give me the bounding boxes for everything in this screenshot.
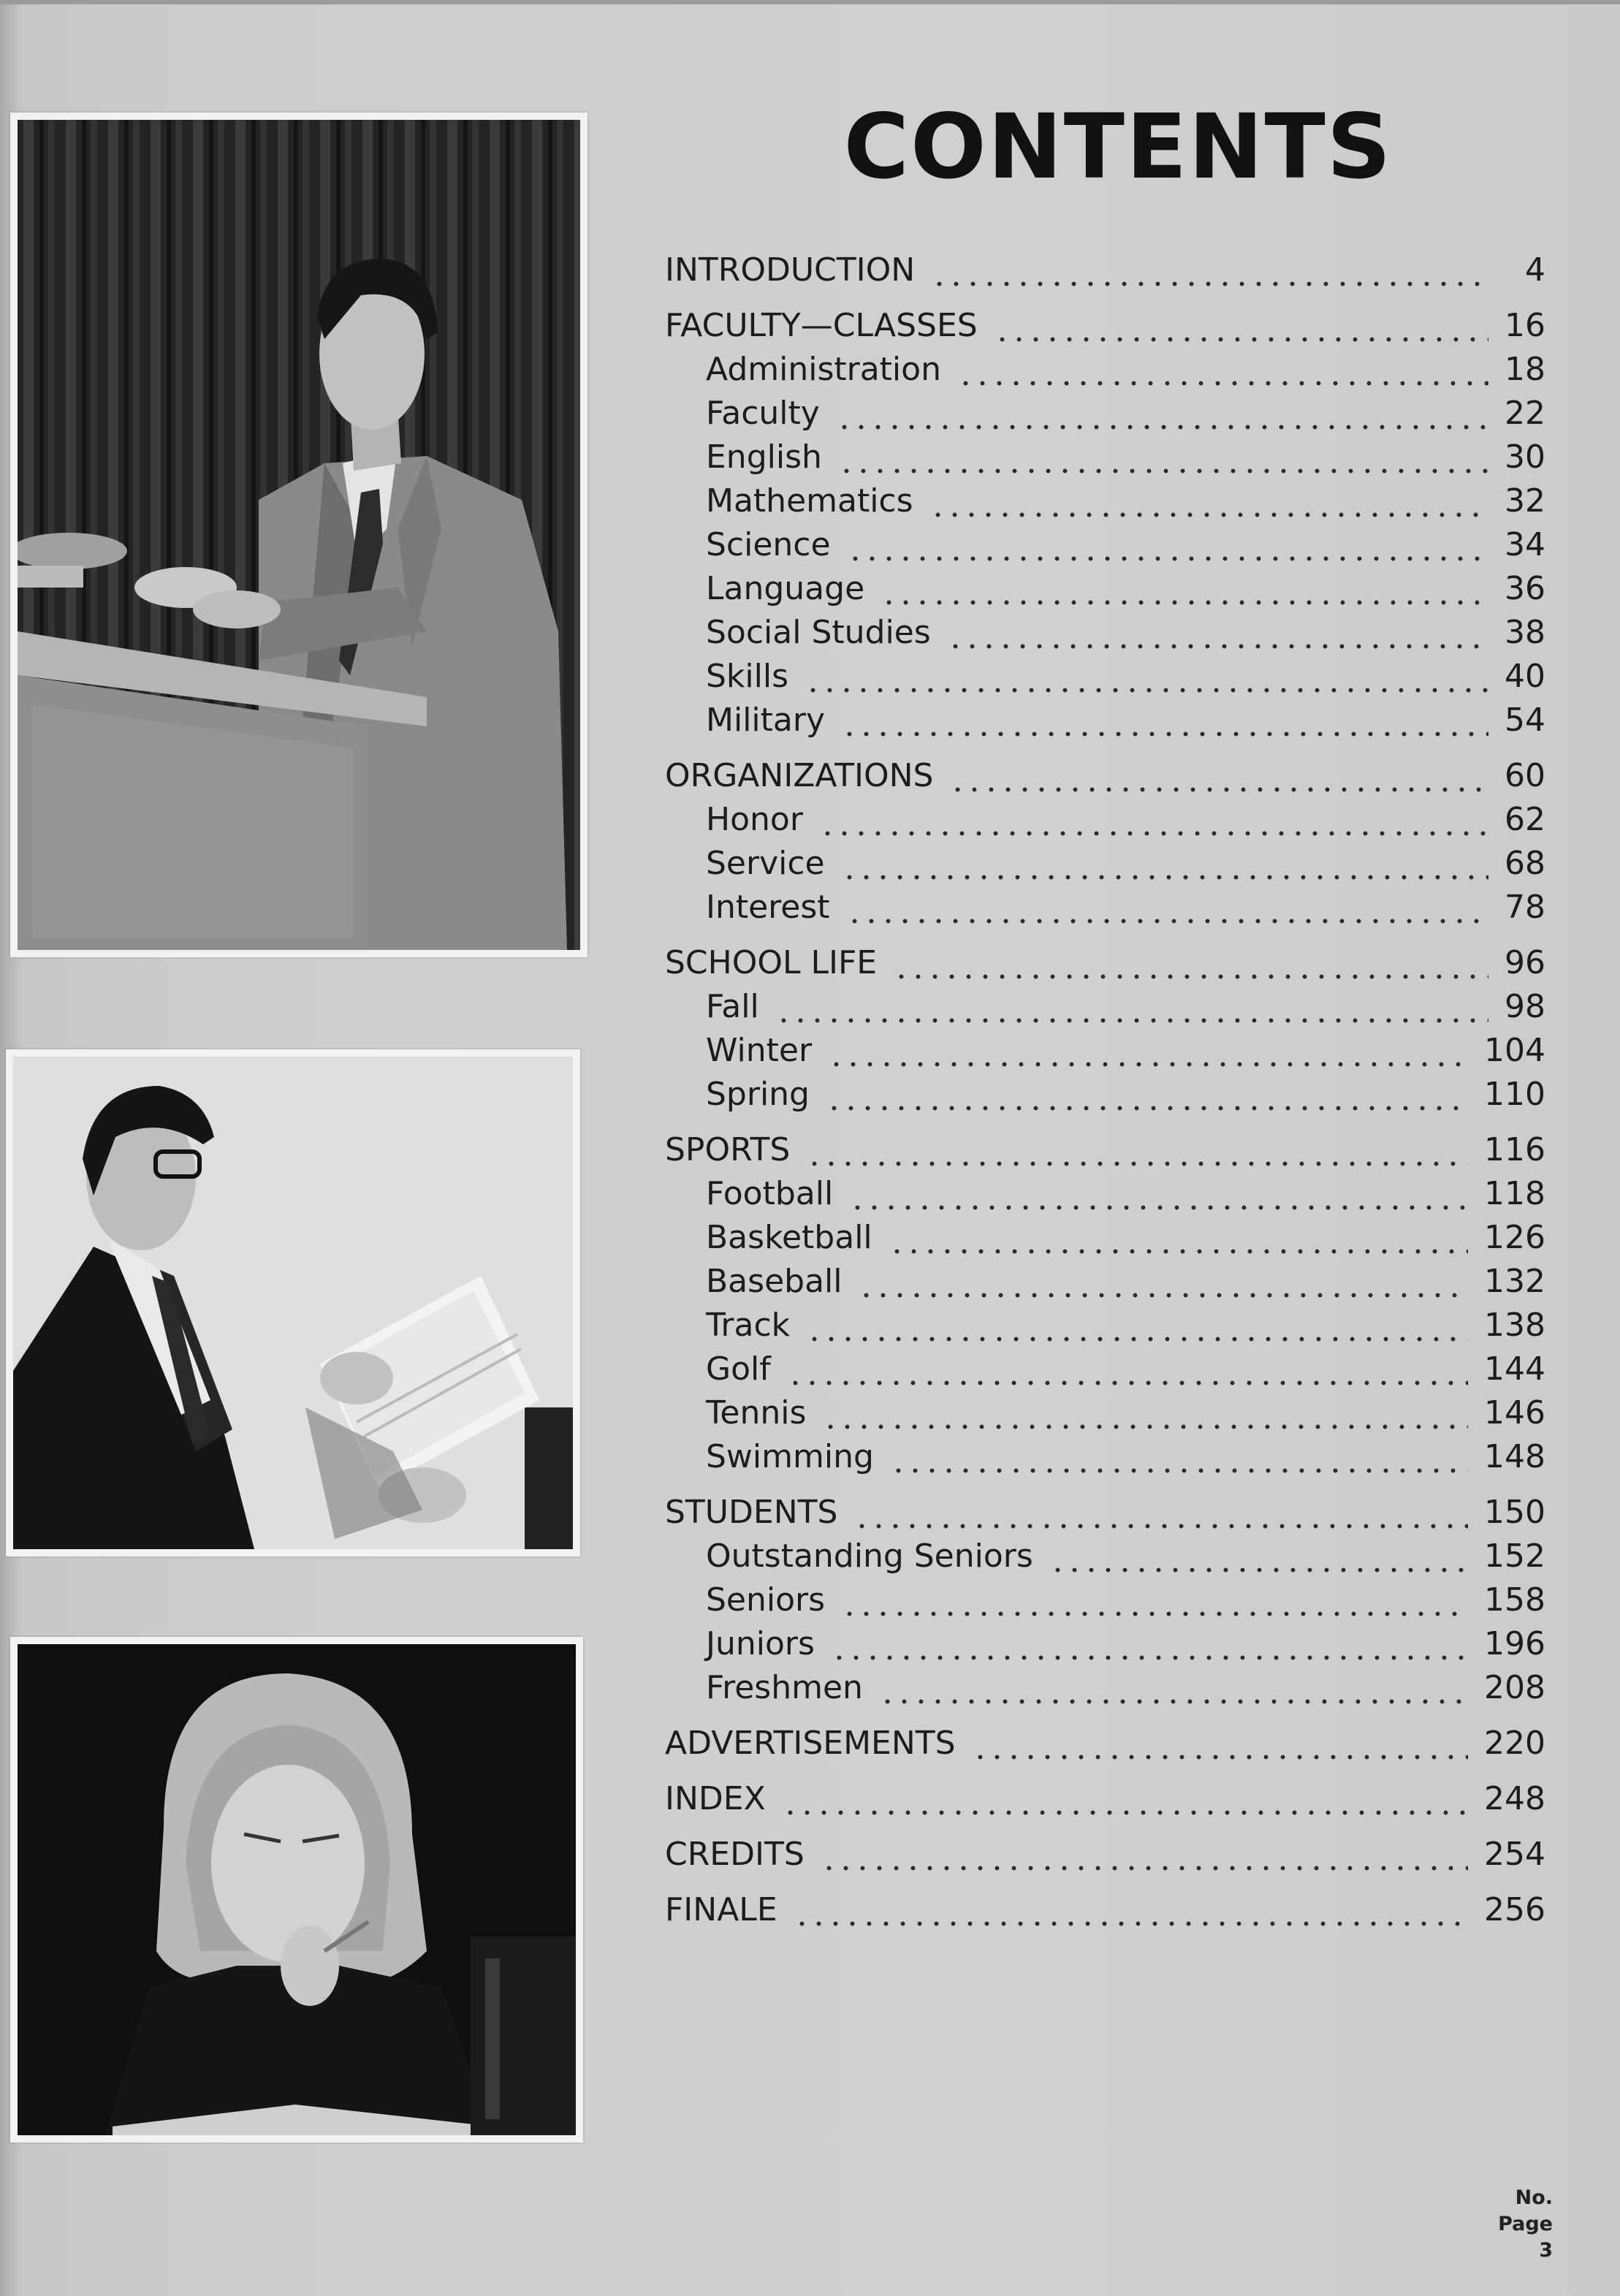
toc-entry-page-number: 152	[1484, 1537, 1545, 1575]
girl-photo-illustration	[18, 1644, 576, 2135]
toc-entry-label: Golf	[706, 1350, 771, 1388]
toc-dot-leader	[927, 479, 1488, 523]
toc-dot-leader	[969, 1722, 1468, 1765]
toc-dot-leader	[838, 699, 1488, 742]
toc-entry-label: Tennis	[706, 1394, 807, 1432]
toc-entry	[706, 655, 1545, 699]
toc-entry-page-number: 196	[1484, 1625, 1545, 1662]
toc-entry-label: English	[706, 438, 822, 476]
toc-entry-label: Seniors	[706, 1581, 826, 1619]
toc-entry-page-number: 208	[1484, 1669, 1545, 1706]
toc-entry	[706, 1073, 1545, 1117]
teacher-photo-illustration	[13, 1057, 573, 1549]
toc-entry-label: Administration	[706, 351, 941, 388]
toc-dot-leader	[835, 436, 1488, 479]
toc-dot-leader	[779, 1777, 1468, 1821]
toc-entry-label: SPORTS	[665, 1131, 791, 1168]
toc-entry	[706, 436, 1545, 479]
toc-dot-leader	[954, 348, 1488, 392]
toc-entry-page-number: 126	[1484, 1219, 1545, 1256]
toc-entry	[706, 886, 1545, 930]
toc-entry	[665, 248, 1545, 292]
toc-entry	[706, 1216, 1545, 1260]
toc-entry-label: Track	[706, 1307, 791, 1344]
podium-photo-illustration	[18, 120, 580, 950]
toc-entry-label: FACULTY—CLASSES	[665, 307, 978, 344]
toc-entry-label: Winter	[706, 1032, 813, 1069]
toc-dot-leader	[803, 1128, 1468, 1172]
toc-entry-page-number: 18	[1505, 351, 1545, 388]
toc-entry-page-number: 144	[1484, 1350, 1545, 1388]
toc-entry-page-number: 98	[1505, 988, 1545, 1025]
toc-dot-leader	[876, 1666, 1468, 1710]
toc-entry-page-number: 150	[1484, 1494, 1545, 1531]
toc-entry	[706, 567, 1545, 611]
toc-entry-page-number: 38	[1505, 614, 1545, 651]
toc-dot-leader	[991, 304, 1488, 348]
toc-entry	[665, 754, 1545, 798]
photo-student-speaking-at-podium	[10, 113, 587, 957]
toc-dot-leader	[855, 1260, 1468, 1304]
toc-entry-label: Language	[706, 570, 865, 607]
toc-entry-label: Skills	[706, 658, 789, 695]
toc-entry-label: ORGANIZATIONS	[665, 757, 934, 794]
toc-dot-leader	[791, 1888, 1468, 1932]
toc-entry	[706, 1347, 1545, 1391]
toc-dot-leader	[833, 392, 1488, 436]
toc-entry-label: Faculty	[706, 395, 820, 432]
toc-entry-page-number: 60	[1505, 757, 1545, 794]
toc-entry-label: Spring	[706, 1076, 810, 1113]
toc-entry-page-number: 104	[1484, 1032, 1545, 1069]
toc-entry-page-number: 248	[1484, 1780, 1545, 1817]
toc-entry	[706, 798, 1545, 842]
toc-entry-page-number: 96	[1505, 944, 1545, 981]
page-number-no-label: No.	[1515, 2186, 1553, 2209]
toc-dot-leader	[886, 1216, 1468, 1260]
photo-teacher-reading-papers	[6, 1049, 580, 1556]
toc-entry-label: INTRODUCTION	[665, 251, 916, 289]
toc-entry	[706, 611, 1545, 655]
toc-entry-page-number: 34	[1505, 526, 1545, 563]
toc-entry-label: Military	[706, 702, 825, 739]
toc-entry-page-number: 256	[1484, 1891, 1545, 1928]
toc-entry-page-number: 30	[1505, 438, 1545, 476]
toc-entry-label: FINALE	[665, 1891, 777, 1928]
toc-entry-page-number: 138	[1484, 1307, 1545, 1344]
toc-dot-leader	[802, 655, 1488, 699]
toc-entry-label: Outstanding Seniors	[706, 1537, 1033, 1575]
toc-entry-page-number: 36	[1505, 570, 1545, 607]
toc-entry	[706, 1578, 1545, 1622]
toc-dot-leader	[838, 1578, 1468, 1622]
toc-entry-page-number: 32	[1505, 482, 1545, 520]
toc-entry-label: Basketball	[706, 1219, 872, 1256]
toc-entry	[706, 699, 1545, 742]
toc-entry	[706, 1172, 1545, 1216]
toc-entry-label: Science	[706, 526, 831, 563]
toc-dot-leader	[784, 1347, 1468, 1391]
toc-dot-leader	[772, 985, 1488, 1029]
toc-entry-label: ADVERTISEMENTS	[665, 1725, 956, 1762]
toc-dot-leader	[828, 1622, 1468, 1666]
toc-dot-leader	[844, 523, 1488, 567]
toc-entry-page-number: 118	[1484, 1175, 1545, 1212]
toc-entry-page-number: 132	[1484, 1263, 1545, 1300]
toc-entry	[706, 348, 1545, 392]
toc-entry-page-number: 148	[1484, 1438, 1545, 1475]
toc-entry	[665, 1722, 1545, 1765]
toc-entry-label: INDEX	[665, 1780, 766, 1817]
toc-entry-page-number: 22	[1505, 395, 1545, 432]
toc-entry-page-number: 4	[1525, 251, 1545, 289]
toc-entry	[706, 985, 1545, 1029]
toc-dot-leader	[890, 941, 1488, 985]
toc-entry-label: SCHOOL LIFE	[665, 944, 878, 981]
toc-entry-label: Baseball	[706, 1263, 843, 1300]
toc-entry	[665, 1491, 1545, 1535]
toc-dot-leader	[818, 1833, 1468, 1877]
toc-entry-label: Fall	[706, 988, 759, 1025]
toc-entry-page-number: 116	[1484, 1131, 1545, 1168]
toc-entry	[706, 392, 1545, 436]
toc-entry-label: STUDENTS	[665, 1494, 838, 1531]
toc-entry-label: CREDITS	[665, 1836, 805, 1873]
toc-entry-page-number: 54	[1505, 702, 1545, 739]
toc-entry-label: Honor	[706, 801, 803, 838]
toc-entry-page-number: 110	[1484, 1076, 1545, 1113]
toc-entry	[706, 842, 1545, 886]
toc-entry-label: Juniors	[706, 1625, 815, 1662]
toc-entry	[706, 1435, 1545, 1479]
toc-entry-page-number: 158	[1484, 1581, 1545, 1619]
toc-entry	[665, 304, 1545, 348]
toc-dot-leader	[843, 886, 1488, 930]
toc-entry-page-number: 254	[1484, 1836, 1545, 1873]
toc-entry	[665, 1777, 1545, 1821]
toc-entry-page-number: 68	[1505, 845, 1545, 882]
page-title: CONTENTS	[843, 95, 1393, 199]
toc-entry-page-number: 40	[1505, 658, 1545, 695]
toc-dot-leader	[823, 1073, 1468, 1117]
toc-entry-label: Social Studies	[706, 614, 931, 651]
page-number-value: 3	[1539, 2239, 1553, 2262]
page-top-edge	[0, 0, 1620, 4]
toc-entry-page-number: 220	[1484, 1725, 1545, 1762]
toc-entry	[665, 1128, 1545, 1172]
page-number-page-label: Page	[1498, 2213, 1553, 2235]
toc-entry-label: Swimming	[706, 1438, 874, 1475]
toc-entry-label: Interest	[706, 889, 830, 926]
toc-entry	[706, 1304, 1545, 1347]
toc-dot-leader	[946, 754, 1488, 798]
toc-dot-leader	[803, 1304, 1468, 1347]
toc-dot-leader	[825, 1029, 1468, 1073]
toc-dot-leader	[851, 1491, 1468, 1535]
page-number-block	[1469, 2185, 1553, 2264]
toc-entry	[706, 1029, 1545, 1073]
toc-entry-label: Freshmen	[706, 1669, 863, 1706]
toc-entry	[665, 941, 1545, 985]
toc-entry-label: Service	[706, 845, 825, 882]
toc-entry	[706, 1622, 1545, 1666]
toc-dot-leader	[878, 567, 1488, 611]
toc-dot-leader	[928, 248, 1491, 292]
toc-entry-label: Football	[706, 1175, 834, 1212]
toc-entry	[665, 1888, 1545, 1932]
toc-dot-leader	[819, 1391, 1468, 1435]
toc-dot-leader	[1046, 1535, 1468, 1578]
toc-entry	[665, 1833, 1545, 1877]
toc-entry-page-number: 62	[1505, 801, 1545, 838]
toc-entry	[706, 1391, 1545, 1435]
photo-girl-reading-book	[10, 1637, 583, 2143]
toc-entry-page-number: 146	[1484, 1394, 1545, 1432]
toc-entry	[706, 523, 1545, 567]
toc-entry-label: Mathematics	[706, 482, 913, 520]
toc-entry	[706, 479, 1545, 523]
toc-entry	[706, 1666, 1545, 1710]
toc-entry-page-number: 16	[1505, 307, 1545, 344]
toc-entry	[706, 1260, 1545, 1304]
toc-dot-leader	[846, 1172, 1468, 1216]
toc-entry	[706, 1535, 1545, 1578]
toc-entry-page-number: 78	[1505, 889, 1545, 926]
toc-dot-leader	[838, 842, 1488, 886]
toc-dot-leader	[944, 611, 1488, 655]
toc-dot-leader	[887, 1435, 1468, 1479]
toc-dot-leader	[816, 798, 1488, 842]
